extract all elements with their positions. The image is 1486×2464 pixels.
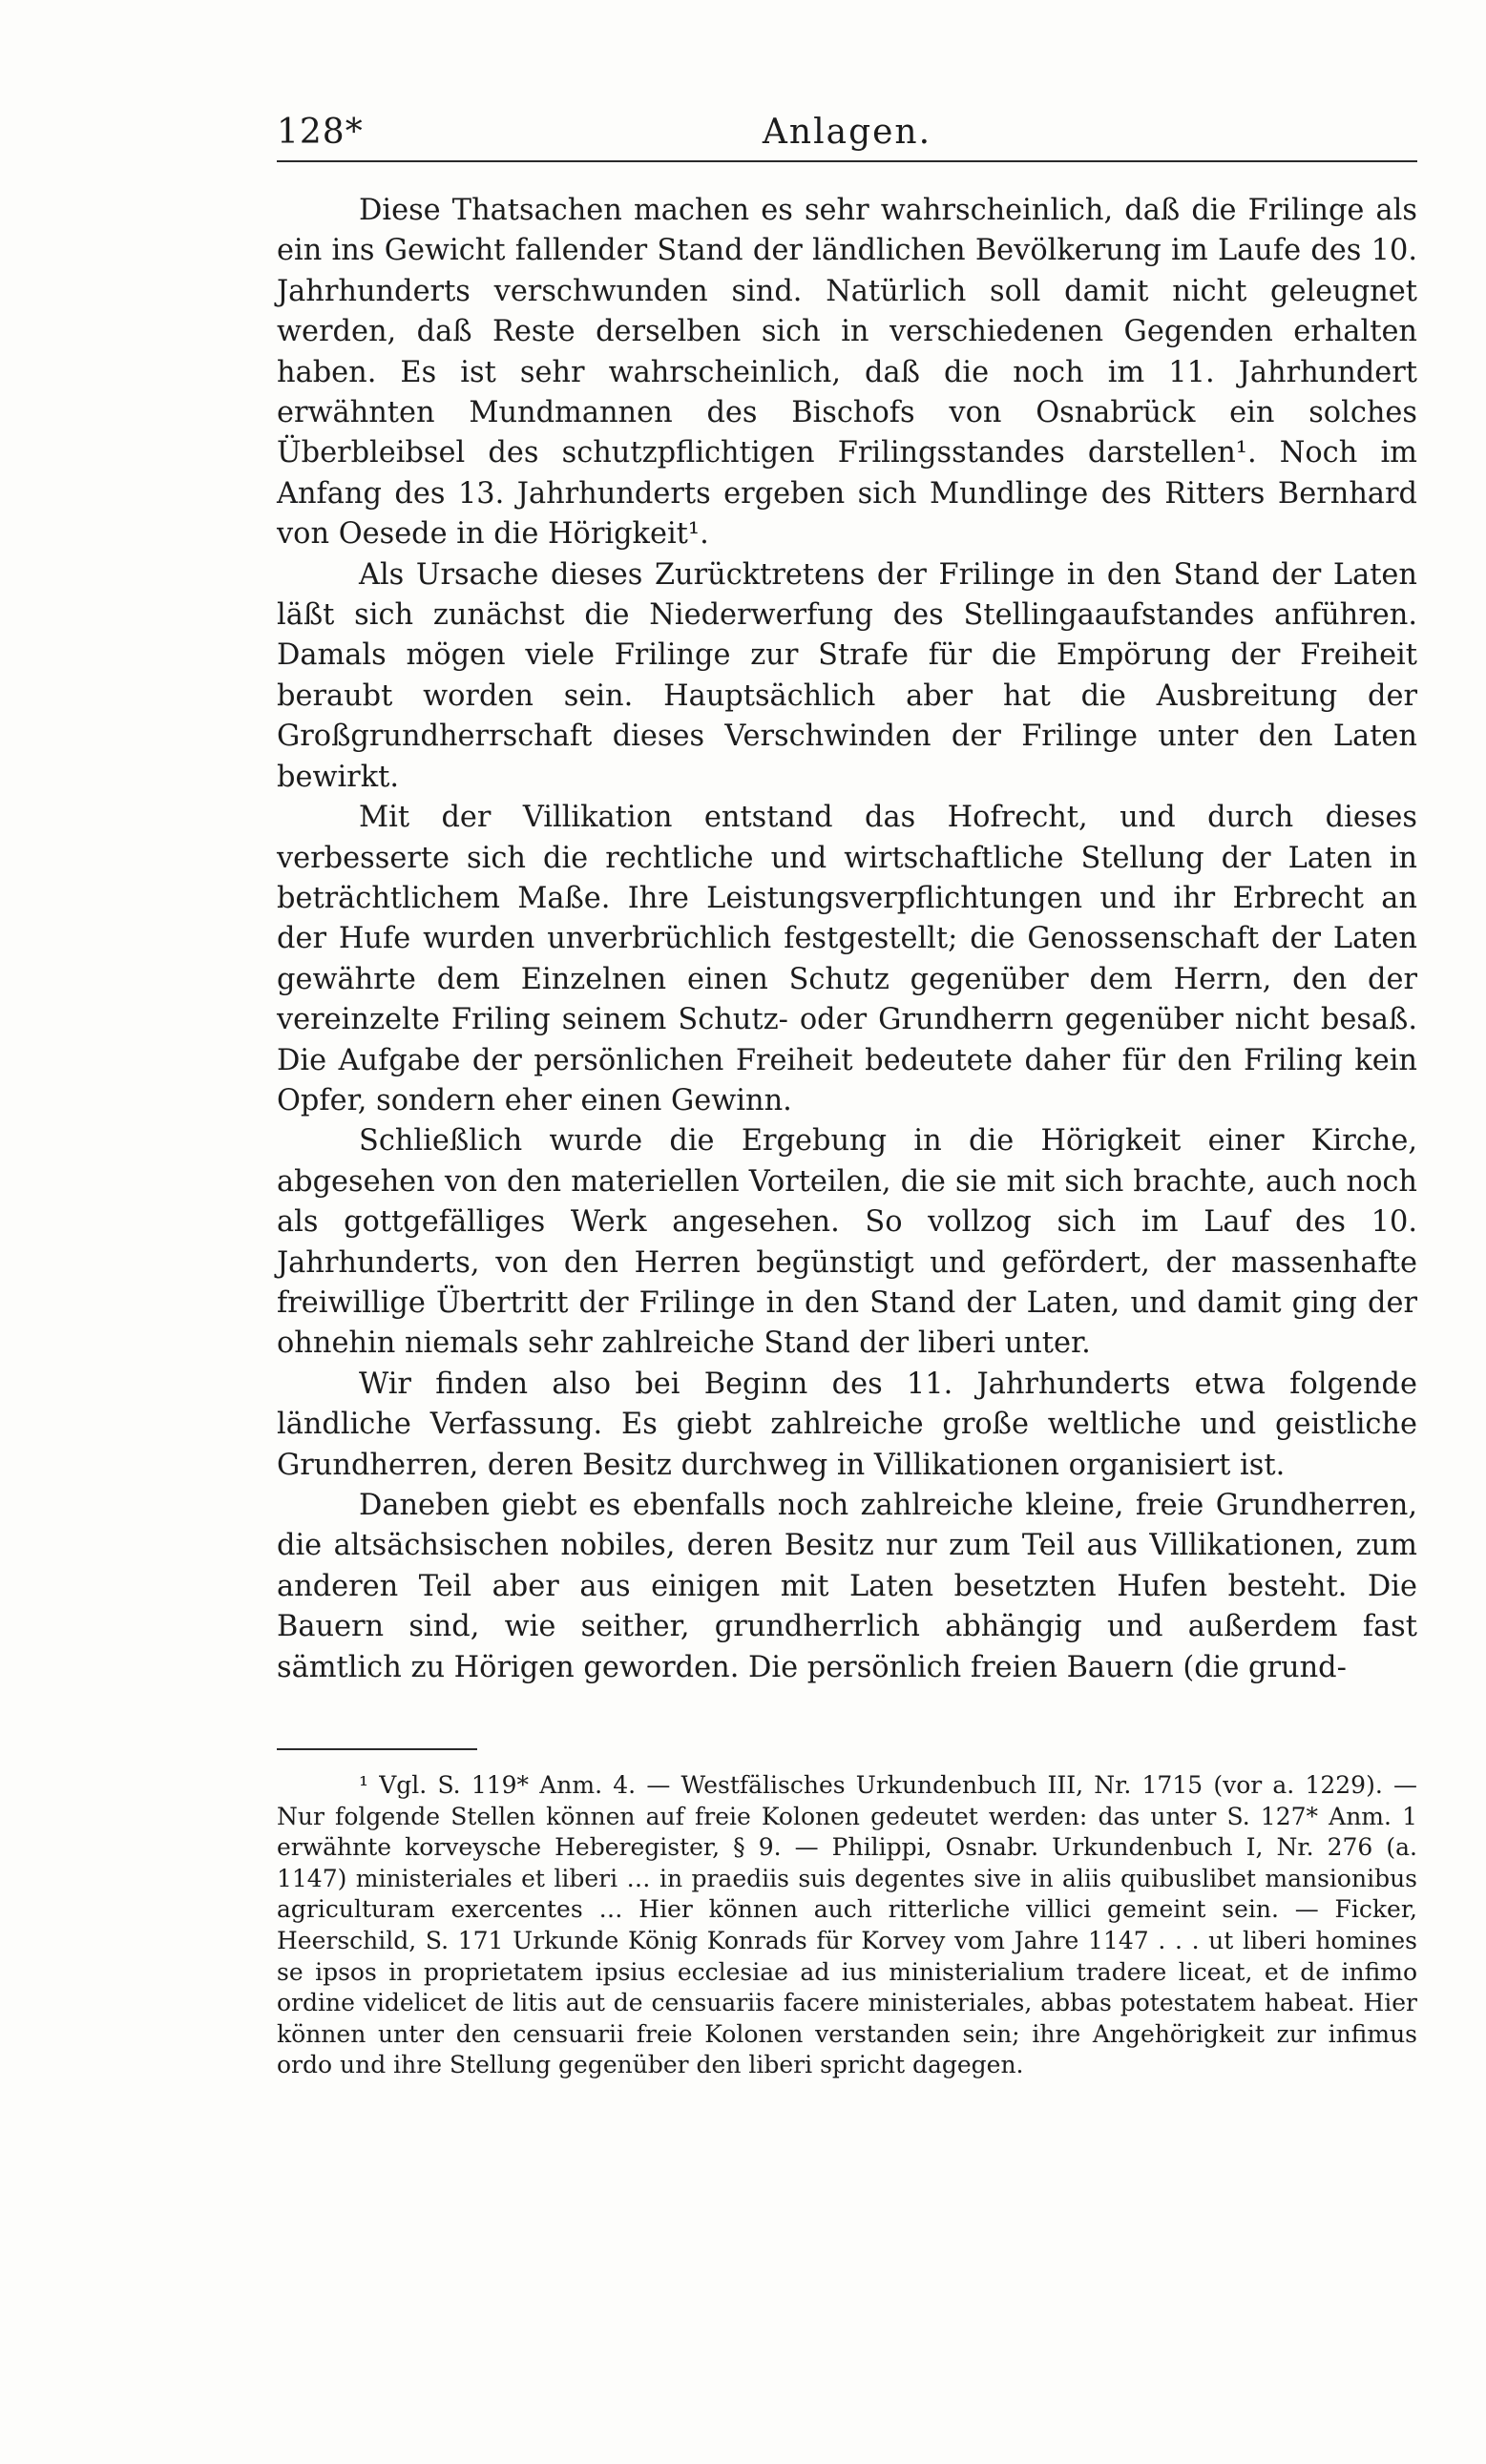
paragraph: Als Ursache dieses Zurücktretens der Frilinge in den Stand der Laten läßt sich zunächst die Niederwerfung des Stellingaaufstandes anführen. Damals mögen viele Frilinge zur Strafe für die Empörung der Freiheit beraubt worden sein. Hauptsächlich aber hat die Ausbreitung der Großgrundherrschaft dieses Verschwinden der Frilinge unter den Laten bewirkt.: [277, 557, 1417, 794]
header-rule: [277, 160, 1417, 162]
paragraph: Diese Thatsachen machen es sehr wahrscheinlich, daß die Frilinge als ein ins Gewicht fallender Stand der ländlichen Bevölkerung im Laufe des 10. Jahrhunderts verschwunden sind. Natürlich soll damit nicht geleugnet werden, daß Reste derselben sich in verschiedenen Gegenden erhalten haben. Es ist sehr wahrscheinlich, daß die noch im 11. Jahrhundert erwähnten Mundmannen des Bischofs von Osnabrück ein solches Überbleibsel des schutzpflichtigen Frilingsstandes darstellen¹. Noch im Anfang des 13. Jahrhunderts ergeben sich Mundlinge des Ritters Bernhard von Oesede in die Hörigkeit¹.: [277, 194, 1417, 552]
running-title: Anlagen.: [762, 113, 932, 152]
body-text: [277, 191, 1417, 1688]
footnote-rule: [277, 1748, 477, 1750]
paragraph: Daneben giebt es ebenfalls noch zahlreiche kleine, freie Grundherren, die altsächsischen nobiles, deren Besitz nur zum Teil aus Villikationen, zum anderen Teil aber aus einigen mit Laten besetzten Hufen besteht. Die Bauern sind, wie seither, grundherrlich abhängig und außerdem fast sämtlich zu Hörigen geworden. Die persönlich freien Bauern (die grund-: [277, 1489, 1417, 1684]
paragraph: Wir finden also bei Beginn des 11. Jahrhunderts etwa folgende ländliche Verfassung. Es giebt zahlreiche große weltliche und geistliche Grundherren, deren Besitz durchweg in Villikationen organisiert ist.: [277, 1367, 1417, 1482]
paragraph: Schließlich wurde die Ergebung in die Hörigkeit einer Kirche, abgesehen von den materiellen Vorteilen, die sie mit sich brachte, auch noch als gottgefälliges Werk angesehen. So vollzog sich im Lauf des 10. Jahrhunderts, von den Herren begünstigt und gefördert, der massenhafte freiwillige Übertritt der Frilinge in den Stand der Laten, und damit ging der ohnehin niemals sehr zahlreiche Stand der liberi unter.: [277, 1124, 1417, 1361]
running-head: [277, 113, 1417, 157]
footnote: ¹ Vgl. S. 119* Anm. 4. — Westfälisches Urkundenbuch III, Nr. 1715 (vor a. 1229). — Nur folgende Stellen können auf freie Kolonen gedeutet werden: das unter S. 127* Anm. 1 erwähnte korveysche Heberegister, § 9. — Philippi, Osnabr. Urkundenbuch I, Nr. 276 (a. 1147) ministeriales et liberi … in praediis suis degentes sive in aliis quibuslibet mansionibus agriculturam exercentes … Hier können auch ritterliche villici gemeint sein. — Ficker, Heerschild, S. 171 Urkunde König Konrads für Korvey vom Jahre 1147 . . . ut liberi homines se ipsos in proprietatem ipsius ecclesiae ad ius ministerialium tradere liceat, et de infimo ordine videlicet de litis aut de censuariis facere ministeriales, abbas potestatem habeat. Hier können unter den censuarii freie Kolonen verstanden sein; ihre Angehörigkeit zur infimus ordo und ihre Stellung gegenüber den liberi spricht dagegen.: [277, 1771, 1417, 2079]
paragraph: Mit der Villikation entstand das Hofrecht, und durch dieses verbesserte sich die rechtliche und wirtschaftliche Stellung der Laten in beträchtlichem Maße. Ihre Leistungsverpflichtungen und ihr Erbrecht an der Hufe wurden unverbrüchlich festgestellt; die Genossenschaft der Laten gewährte dem Einzelnen einen Schutz gegenüber dem Herrn, den der vereinzelte Friling seinem Schutz- oder Grundherrn gegenüber nicht besaß. Die Aufgabe der persönlichen Freiheit bedeutete daher für den Friling kein Opfer, sondern eher einen Gewinn.: [277, 801, 1417, 1117]
page-number: 128*: [277, 113, 364, 152]
footnotes: [277, 1770, 1417, 2081]
